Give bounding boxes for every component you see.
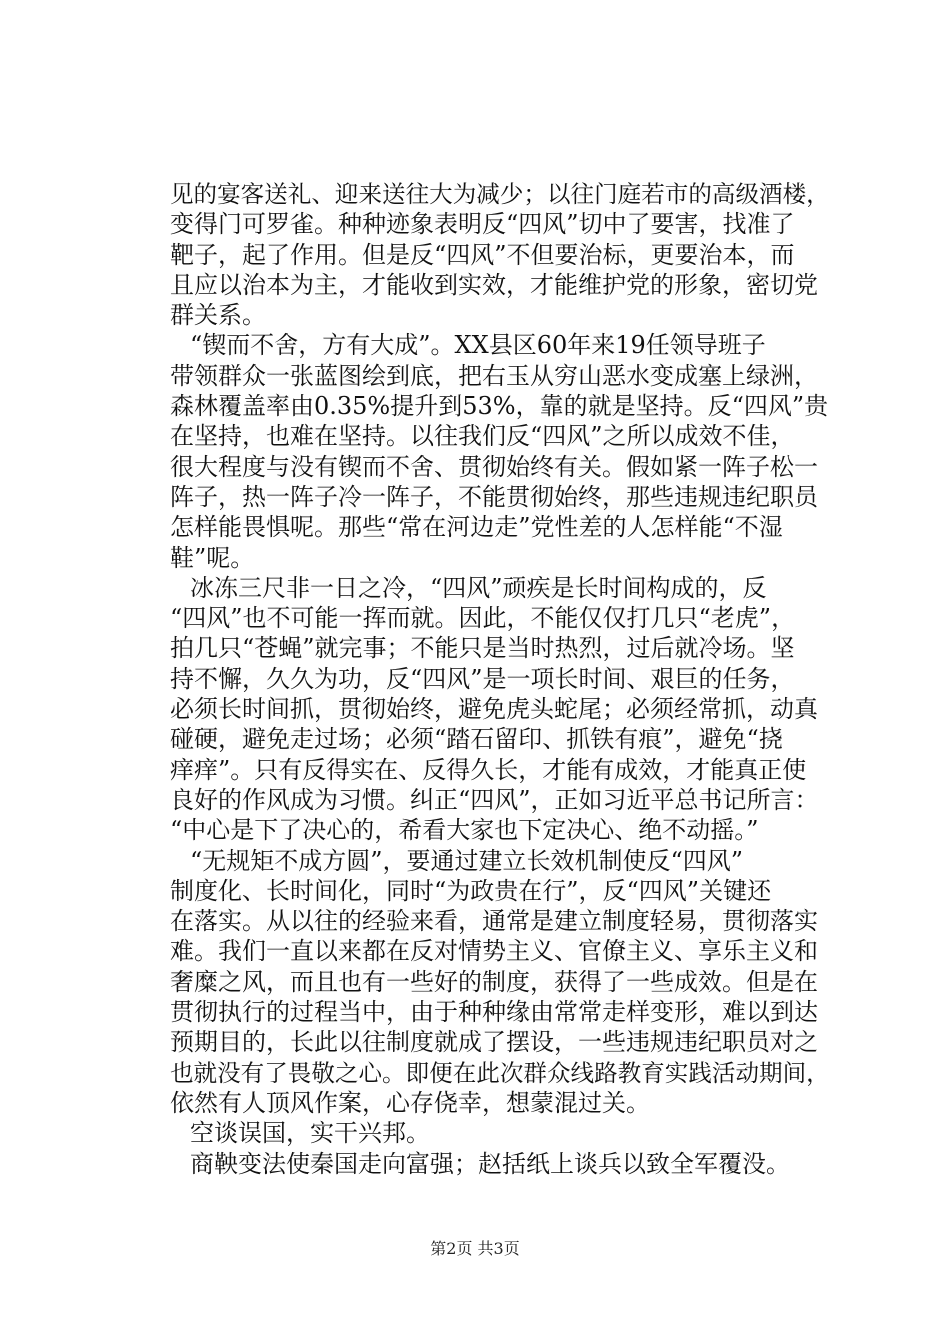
- text-line: 难。我们一直以来都在反对情势主义、官僚主义、享乐主义和: [170, 937, 818, 966]
- text-line: 靶子，起了作用。但是反“四风”不但要治标，更要治本，而: [170, 240, 795, 269]
- text-line: 带领群众一张蓝图绘到底，把右玉从穷山恶水变成塞上绿洲，: [170, 361, 818, 390]
- text-line: 在落实。从以往的经验来看，通常是建立制度轻易，贯彻落实: [170, 907, 818, 936]
- text-line: 拍几只“苍蝇”就完事；不能只是当时热烈，过后就冷场。坚: [170, 634, 795, 663]
- text-line: 变得门可罗雀。种种迹象表明反“四风”切中了要害，找准了: [170, 210, 795, 239]
- paragraph-first-line: 商鞅变法使秦国走向富强；赵括纸上谈兵以致全军覆没。: [190, 1149, 790, 1178]
- text-line: 很大程度与没有锲而不舍、贯彻始终有关。假如紧一阵子松一: [170, 452, 818, 481]
- text-line: “中心是下了决心的，希看大家也下定决心、绝不动摇。”: [170, 816, 759, 845]
- text-line: 预期目的，长此以往制度就成了摆设，一些违规违纪职员对之: [170, 1028, 818, 1057]
- text-line: 也就没有了畏敬之心。即便在此次群众线路教育实践活动期间，: [170, 1058, 830, 1087]
- text-line: 群关系。: [170, 301, 266, 330]
- paragraph-first-line: “锲而不舍，方有大成”。XX县区60年来19任领导班子: [190, 331, 766, 360]
- text-line: 良好的作风成为习惯。纠正“四风”，正如习近平总书记所言：: [170, 785, 819, 814]
- text-line: 且应以治本为主，才能收到实效，才能维护党的形象，密切党: [170, 270, 818, 299]
- text-line: 痒痒”。只有反得实在、反得久长，才能有成效，才能真正使: [170, 755, 807, 784]
- paragraph-first-line: “无规矩不成方圆”，要通过建立长效机制使反“四风”: [190, 846, 744, 875]
- text-line: 鞋”呢。: [170, 543, 255, 572]
- text-line: 怎样能畏惧呢。那些“常在河边走”党性差的人怎样能“不湿: [170, 513, 783, 542]
- text-line: 必须长时间抓，贯彻始终，避免虎头蛇尾；必须经常抓，动真: [170, 695, 818, 724]
- text-line: 奢糜之风，而且也有一些好的制度，获得了一些成效。但是在: [170, 967, 818, 996]
- text-line: 贯彻执行的过程当中，由于种种缘由常常走样变形，难以到达: [170, 998, 818, 1027]
- text-line: 森林覆盖率由0.35%提升到53%，靠的就是坚持。反“四风”贵: [170, 392, 829, 421]
- body-text: [170, 179, 830, 1179]
- page-footer: 第2页 共3页: [430, 1239, 520, 1258]
- paragraph-first-line: 冰冻三尺非一日之冷，“四风”顽疾是长时间构成的，反: [190, 573, 767, 602]
- text-line: 持不懈，久久为功，反“四风”是一项长时间、艰巨的任务，: [170, 664, 795, 693]
- text-line: 碰硬，避免走过场；必须“踏石留印、抓铁有痕”，避免“挠: [170, 725, 783, 754]
- text-line: 依然有人顶风作案，心存侥幸，想蒙混过关。: [170, 1088, 650, 1117]
- text-line: 制度化、长时间化，同时“为政贵在行”，反“四风”关键还: [170, 876, 772, 905]
- text-line: 阵子，热一阵子冷一阵子，不能贯彻始终，那些违规违纪职员: [170, 482, 818, 511]
- text-line: 见的宴客送礼、迎来送往大为减少；以往门庭若市的高级酒楼，: [170, 180, 830, 208]
- text-line: 在坚持，也难在坚持。以往我们反“四风”之所以成效不佳，: [170, 422, 795, 451]
- paragraph-first-line: 空谈误国，实干兴邦。: [190, 1119, 430, 1148]
- text-line: “四风”也不可能一挥而就。因此，不能仅仅打几只“老虎”，: [170, 604, 796, 633]
